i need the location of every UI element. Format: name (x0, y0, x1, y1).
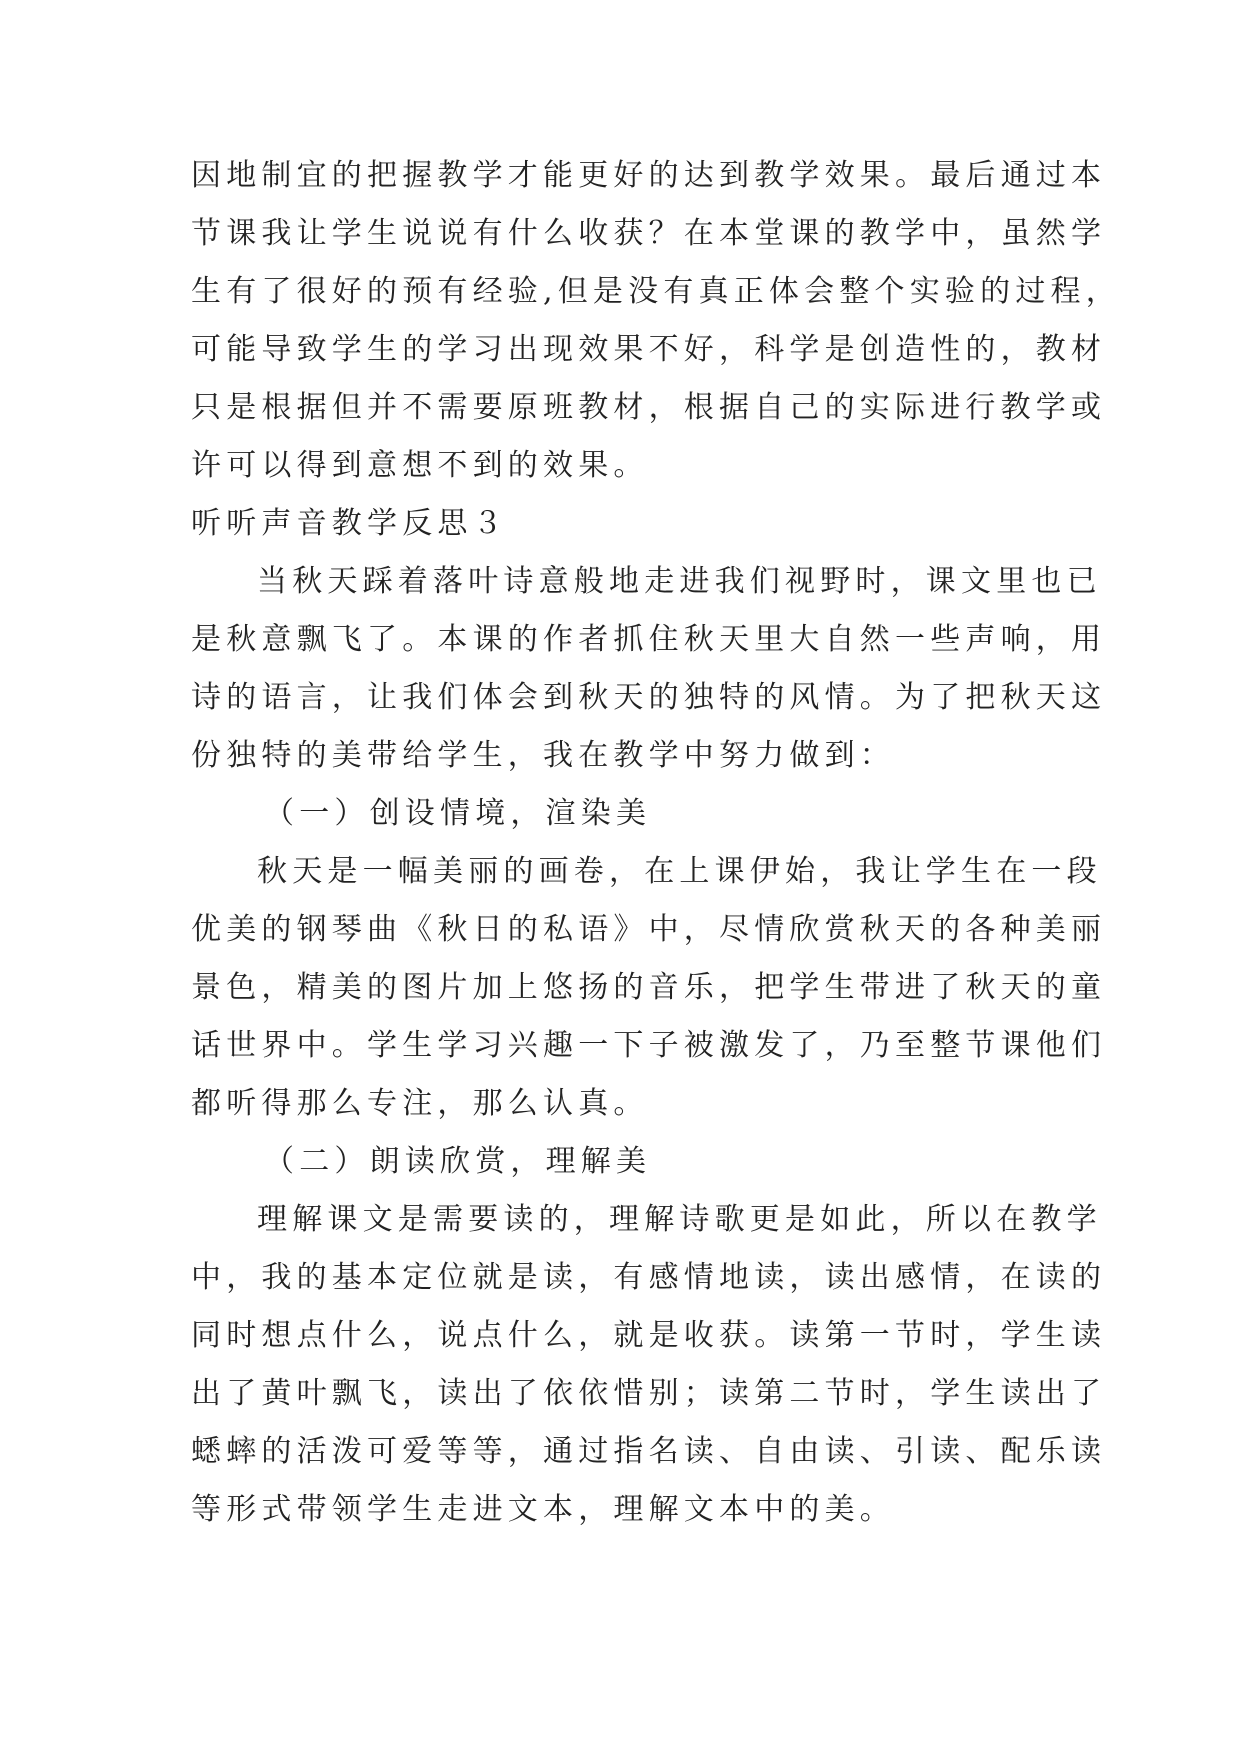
body-text-line: 话世界中。学生学习兴趣一下子被激发了，乃至整节课他们 (191, 1028, 1107, 1063)
subsection-heading: （二）朗读欣赏，理解美 (264, 1144, 652, 1179)
body-text-line: 只是根据但并不需要原班教材，根据自己的实际进行教学或 (191, 390, 1107, 425)
body-text-line: 秋天是一幅美丽的画卷，在上课伊始，我让学生在一段 (257, 854, 1102, 889)
body-text-line: 诗的语言，让我们体会到秋天的独特的风情。为了把秋天这 (191, 680, 1107, 715)
body-text-line: 同时想点什么，说点什么，就是收获。读第一节时，学生读 (191, 1318, 1107, 1353)
body-text-line: 景色，精美的图片加上悠扬的音乐，把学生带进了秋天的童 (191, 970, 1107, 1005)
body-text-line: 因地制宜的把握教学才能更好的达到教学效果。最后通过本 (191, 158, 1107, 193)
body-text-line: 生有了很好的预有经验,但是没有真正体会整个实验的过程， (191, 274, 1121, 309)
body-text-line: 等形式带领学生走进文本，理解文本中的美。 (191, 1492, 895, 1527)
body-text-line: 许可以得到意想不到的效果。 (191, 448, 649, 483)
body-text-line: 中，我的基本定位就是读，有感情地读，读出感情，在读的 (191, 1260, 1107, 1295)
body-text-line: 蟋蟀的活泼可爱等等，通过指名读、自由读、引读、配乐读 (191, 1434, 1107, 1469)
body-text-line: 理解课文是需要读的，理解诗歌更是如此，所以在教学 (257, 1202, 1102, 1237)
body-text-line: 节课我让学生说说有什么收获？在本堂课的教学中，虽然学 (191, 216, 1107, 251)
body-text-line: 优美的钢琴曲《秋日的私语》中，尽情欣赏秋天的各种美丽 (191, 912, 1107, 947)
body-text-line: 可能导致学生的学习出现效果不好，科学是创造性的，教材 (191, 332, 1107, 367)
section-heading: 听听声音教学反思３ (191, 506, 508, 541)
body-text-line: 当秋天踩着落叶诗意般地走进我们视野时，课文里也已 (257, 564, 1102, 599)
body-text-line: 都听得那么专注，那么认真。 (191, 1086, 649, 1121)
subsection-heading: （一）创设情境，渲染美 (264, 796, 652, 831)
body-text-line: 出了黄叶飘飞，读出了依依惜别；读第二节时，学生读出了 (191, 1376, 1107, 1411)
body-text-line: 份独特的美带给学生，我在教学中努力做到： (191, 738, 895, 773)
body-text-line: 是秋意飘飞了。本课的作者抓住秋天里大自然一些声响，用 (191, 622, 1107, 657)
